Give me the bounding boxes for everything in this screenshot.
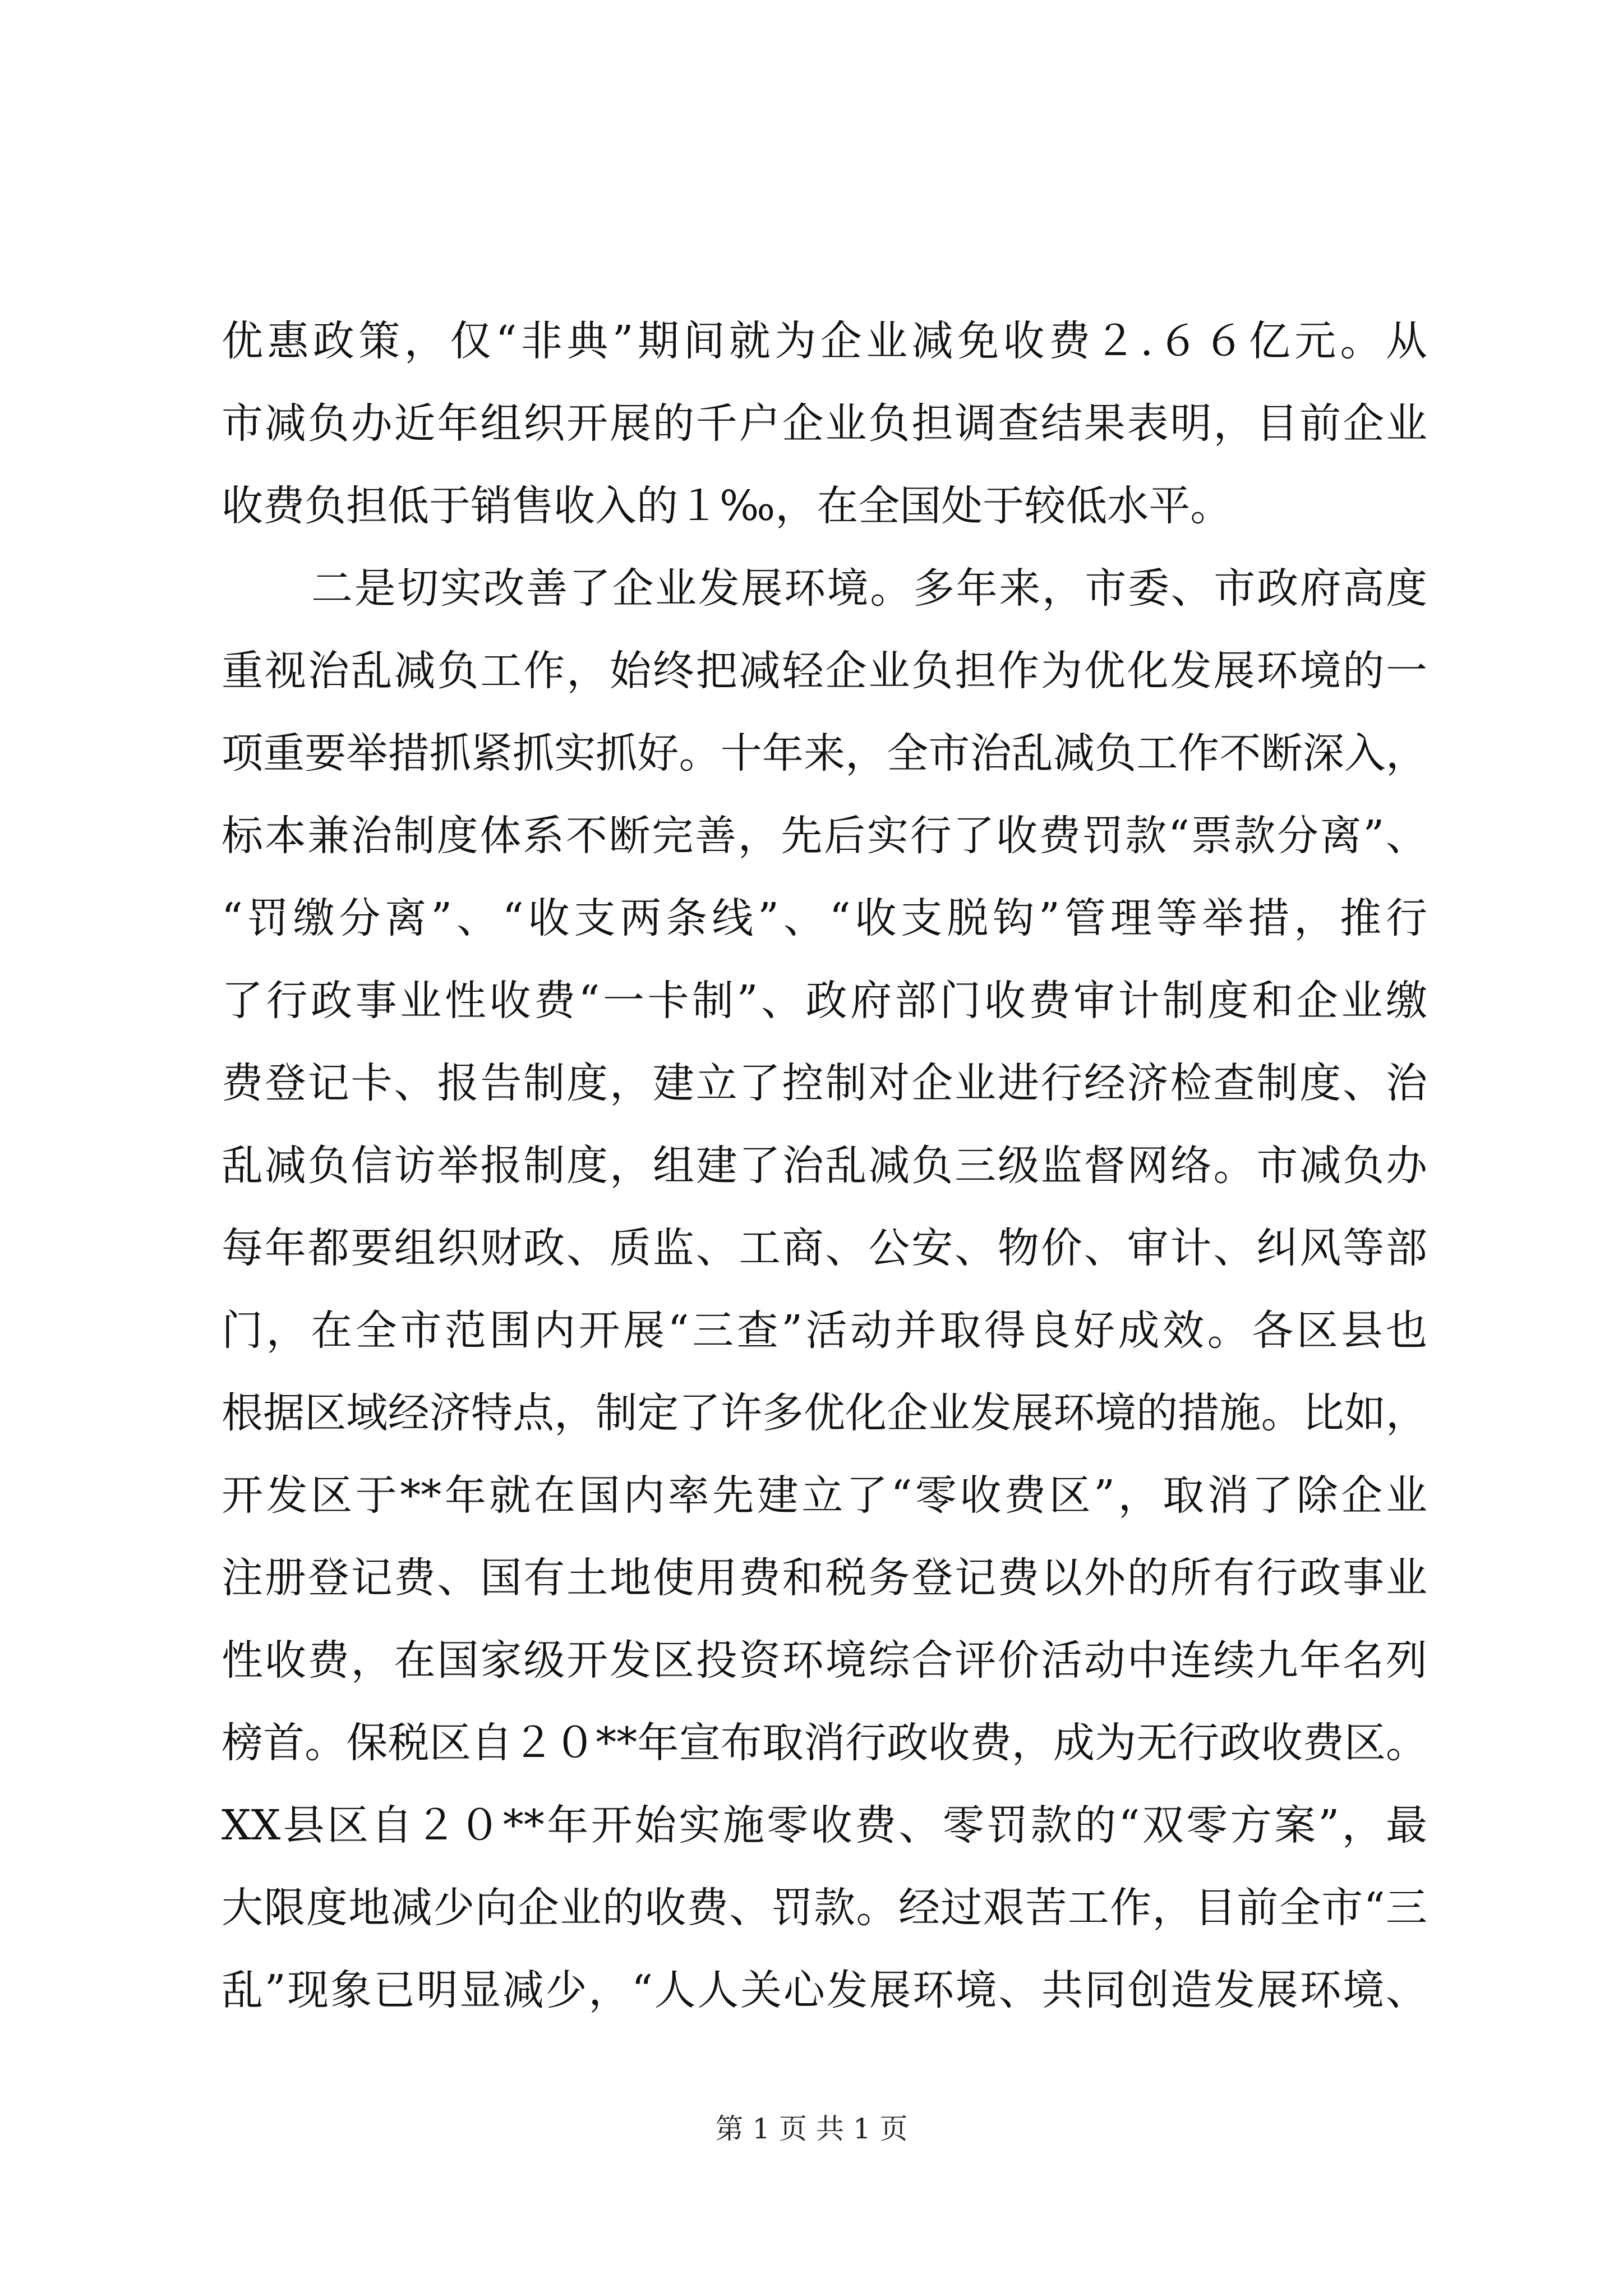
text-line: 门，在全市范围内开展“三查”活动并取得良好成效。各区县也 — [222, 1306, 1427, 1355]
text-line: 榜首。保税区自２０**年宣布取消行政收费，成为无行政收费区。 — [222, 1719, 1427, 1767]
text-line: 市减负办近年组织开展的千户企业负担调查结果表明，目前企业 — [222, 399, 1427, 448]
text-line: 重视治乱减负工作，始终把减轻企业负担作为优化发展环境的一 — [222, 647, 1427, 695]
paragraph-first-line: 二是切实改善了企业发展环境。多年来，市委、市政府高度 — [311, 564, 1427, 613]
text-line: 根据区域经济特点，制定了许多优化企业发展环境的措施。比如， — [222, 1389, 1427, 1437]
text-line: 大限度地减少向企业的收费、罚款。经过艰苦工作，目前全市“三 — [222, 1884, 1427, 1932]
page-number-footer: 第 1 页 共 1 页 — [715, 2113, 908, 2145]
text-line: 费登记卡、报告制度，建立了控制对企业进行经济检查制度、治 — [222, 1059, 1427, 1107]
text-line: 标本兼治制度体系不断完善，先后实行了收费罚款“票款分离”、 — [222, 812, 1427, 860]
document-body — [222, 300, 1427, 2032]
text-line: 收费负担低于销售收入的１‰，在全国处于较低水平。 — [222, 482, 1232, 530]
text-line: 项重要举措抓紧抓实抓好。十年来，全市治乱减负工作不断深入， — [222, 729, 1427, 777]
text-line: 每年都要组织财政、质监、工商、公安、物价、审计、纠风等部 — [222, 1224, 1427, 1272]
text-line: “罚缴分离”、“收支两条线”、“收支脱钩”管理等举措，推行 — [222, 894, 1427, 942]
text-line: 优惠政策，仅“非典”期间就为企业减免收费２.６６亿元。从 — [222, 317, 1427, 365]
text-line: 注册登记费、国有土地使用费和税务登记费以外的所有行政事业 — [222, 1554, 1427, 1602]
text-line: 乱减负信访举报制度，组建了治乱减负三级监督网络。市减负办 — [222, 1142, 1427, 1190]
text-line: 乱”现象已明显减少，“人人关心发展环境、共同创造发展环境、 — [222, 1966, 1427, 2014]
text-line: 开发区于**年就在国内率先建立了“零收费区”，取消了除企业 — [222, 1471, 1427, 1520]
text-line: XX县区自２０**年开始实施零收费、零罚款的“双零方案”，最 — [222, 1801, 1427, 1849]
text-line: 了行政事业性收费“一卡制”、政府部门收费审计制度和企业缴 — [222, 977, 1427, 1025]
text-line: 性收费，在国家级开发区投资环境综合评价活动中连续九年名列 — [222, 1636, 1427, 1685]
